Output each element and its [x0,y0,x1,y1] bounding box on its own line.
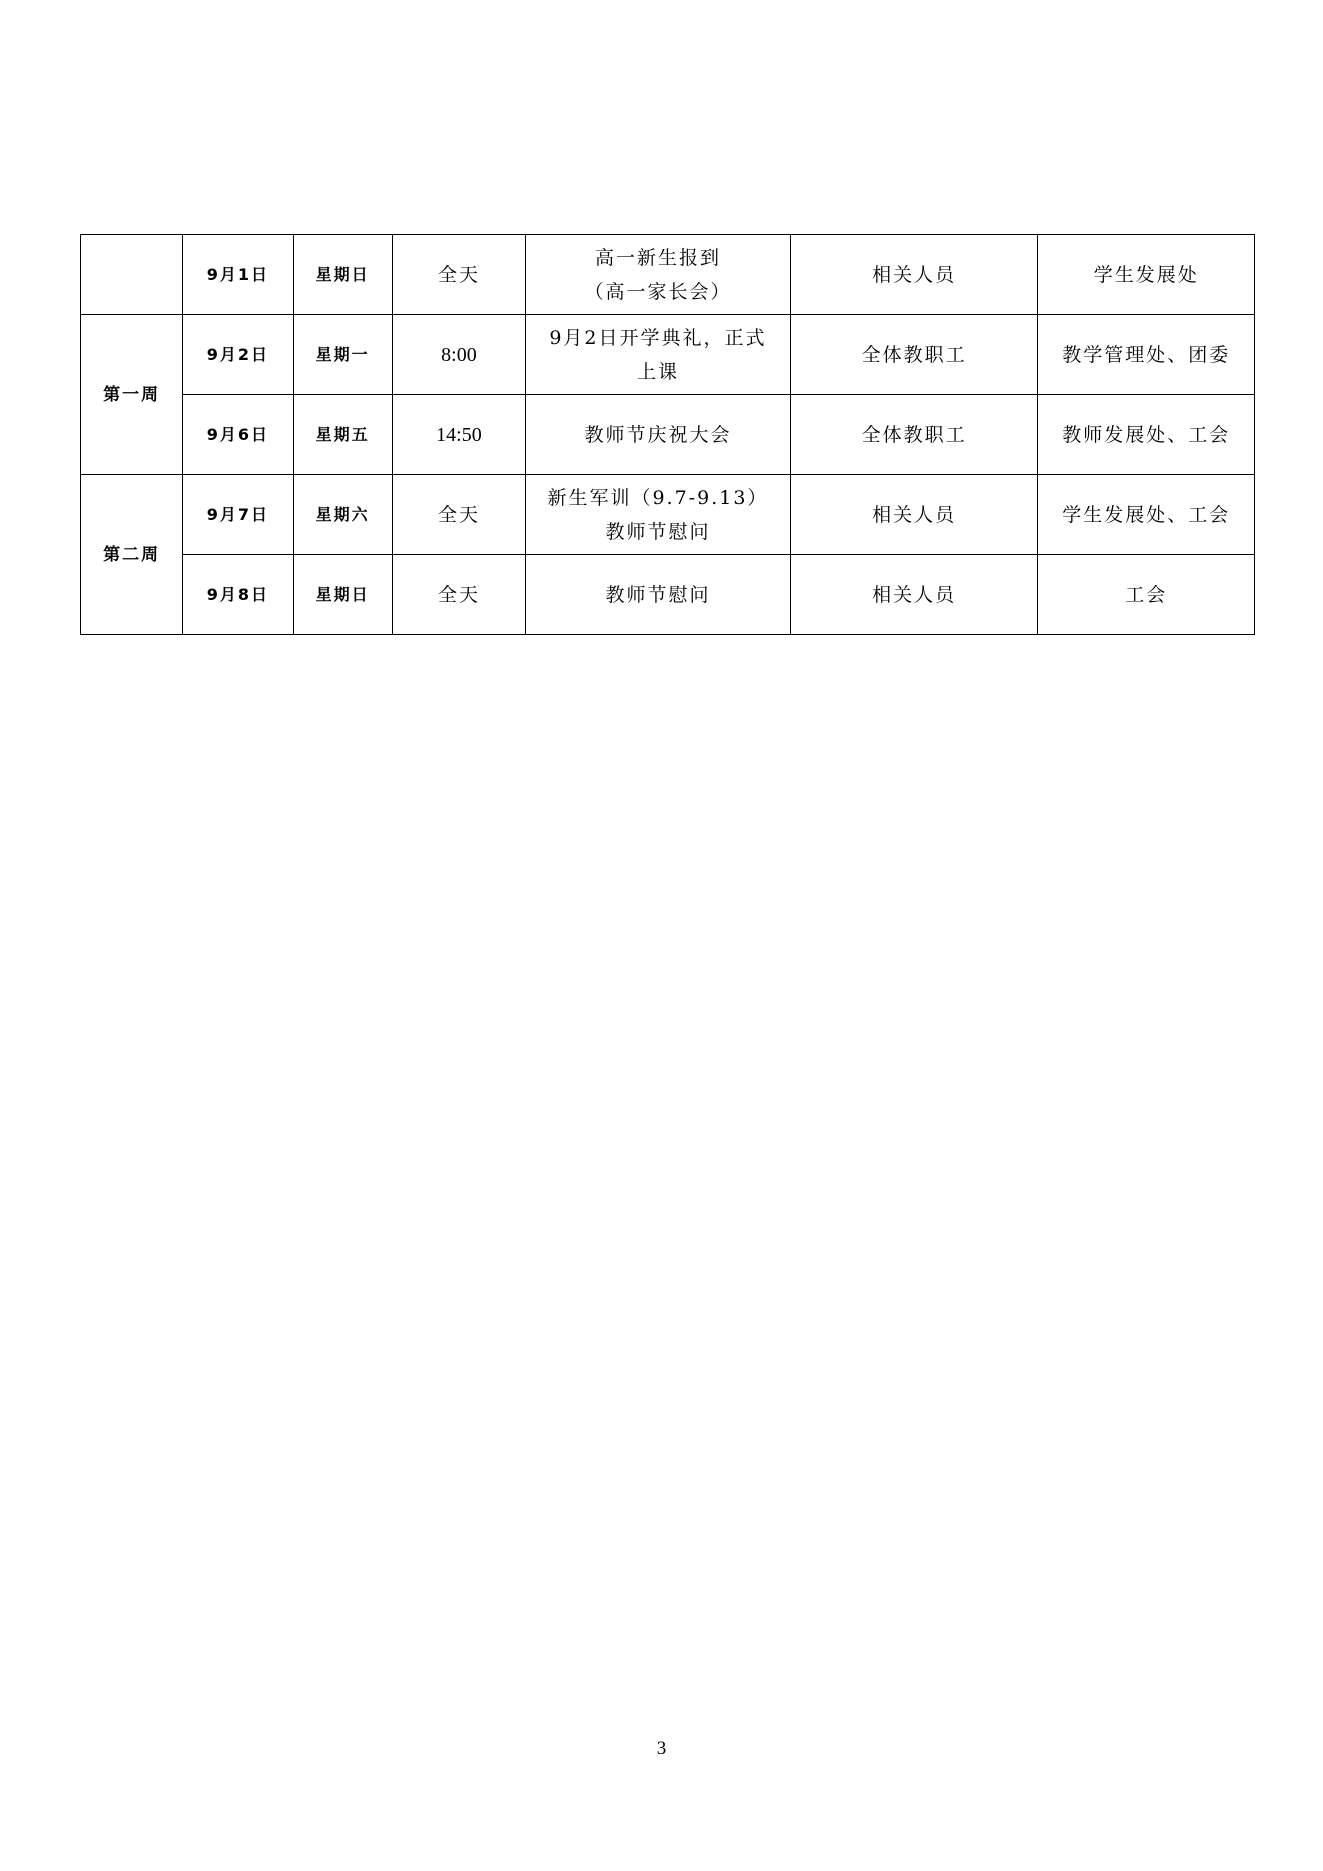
event-line: 上课 [636,360,679,383]
department-cell: 学生发展处 [1038,235,1255,315]
event-line: 新生军训（9.7-9.13） [547,486,769,509]
time-cell: 全天 [392,555,525,635]
time-cell: 14:50 [392,395,525,475]
event-cell [526,235,791,315]
event-line: 高一新生报到 [594,246,721,269]
time-cell: 全天 [392,235,525,315]
table-row [81,475,1255,555]
event-line: 教师节庆祝大会 [584,423,732,446]
time-cell: 8:00 [392,315,525,395]
weekday-cell: 星期一 [293,315,392,395]
table-row [81,235,1255,315]
week-cell: 第二周 [81,475,183,635]
department-cell: 教师发展处、工会 [1038,395,1255,475]
people-cell: 相关人员 [790,235,1038,315]
people-cell: 全体教职工 [790,395,1038,475]
event-cell [526,395,791,475]
time-cell: 全天 [392,475,525,555]
event-line: 教师节慰问 [605,583,711,606]
date-cell: 9月1日 [183,235,293,315]
table-row [81,555,1255,635]
table-row [81,395,1255,475]
week-cell [81,235,183,315]
date-cell: 9月8日 [183,555,293,635]
weekday-cell: 星期日 [293,235,392,315]
date-cell: 9月6日 [183,395,293,475]
table-row [81,315,1255,395]
event-cell [526,555,791,635]
schedule-table [80,234,1255,635]
people-cell: 全体教职工 [790,315,1038,395]
weekday-cell: 星期五 [293,395,392,475]
department-cell: 教学管理处、团委 [1038,315,1255,395]
week-cell: 第一周 [81,315,183,475]
weekday-cell: 星期六 [293,475,392,555]
event-cell [526,315,791,395]
date-cell: 9月7日 [183,475,293,555]
event-line: 9月2日开学典礼，正式 [549,326,767,349]
event-line: 教师节慰问 [605,520,711,543]
event-cell [526,475,791,555]
department-cell: 工会 [1038,555,1255,635]
department-cell: 学生发展处、工会 [1038,475,1255,555]
weekday-cell: 星期日 [293,555,392,635]
event-line: （高一家长会） [584,280,732,303]
page-number: 3 [656,1738,667,1759]
people-cell: 相关人员 [790,475,1038,555]
people-cell: 相关人员 [790,555,1038,635]
date-cell: 9月2日 [183,315,293,395]
